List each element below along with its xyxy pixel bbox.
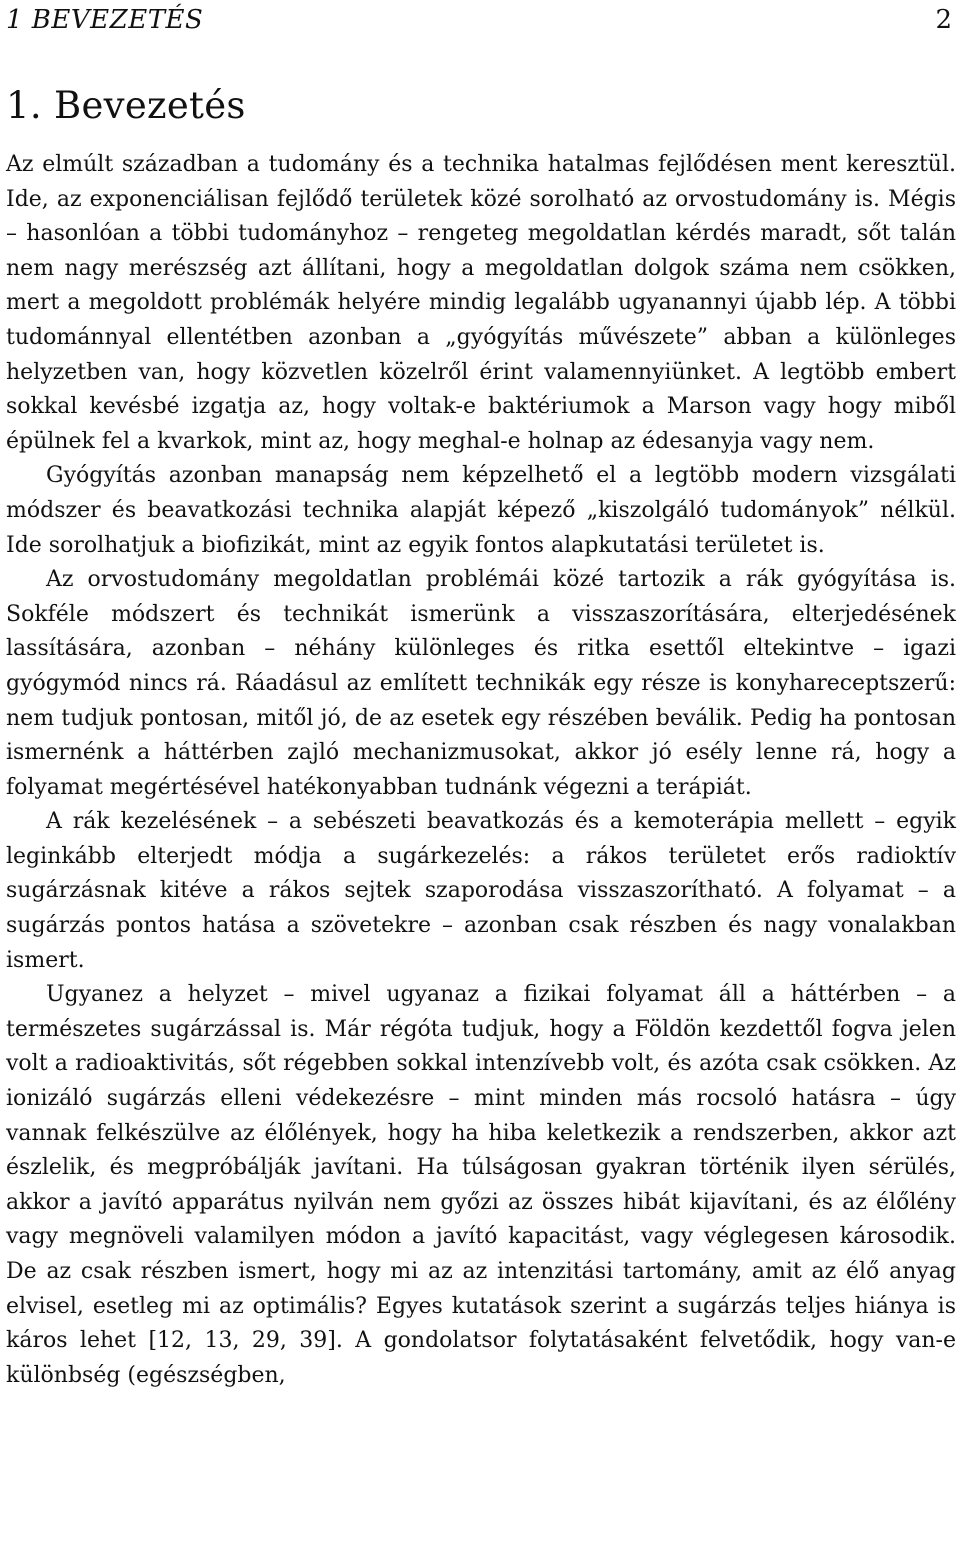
paragraph-5: Ugyanez a helyzet – mivel ugyanaz a fizikai folyamat áll a háttérben – a természetes sugárzással is. Már régóta tudjuk, hogy a Földön kezdettől fogva jelen volt a radioaktivitás, sőt régebben sokkal intenzívebb volt, és azóta csak csökken. Az ionizáló sugárzás elleni védekezésre – mint minden más rocsoló hatásra – úgy vannak felkészülve az élőlények, hogy ha hiba keletkezik a rendszerben, akkor azt észlelik, és megpróbálják javítani. Ha túlságosan gyakran történik ilyen sérülés, akkor a javító apparátus nyilván nem győzi az összes hibát kijavítani, és az élőlény vagy megnöveli valamilyen módon a javító kapacitást, vagy véglegesen károsodik. De az csak részben ismert, hogy mi az az intenzitási tartomány, amit az élő anyag elvisel, esetleg mi az optimális? Egyes kutatások szerint a sugárzás teljes hiánya is káros lehet [12, 13, 29, 39]. A gondolatsor folytatásaként felvetődik, hogy van-e különbség (egészségben,	[6, 982, 956, 1388]
page-number: 2	[935, 5, 952, 35]
paragraph-4: A rák kezelésének – a sebészeti beavatkozás és a kemoterápia mellett – egyik leginkább elterjedt módja a sugárkezelés: a rákos területet erős radioktív sugárzásnak kitéve a rákos sejtek szaporodása visszaszorítható. A folyamat – a sugárzás pontos hatása a szövetekre – azonban csak részben és nagy vonalakban ismert.	[6, 809, 956, 973]
paragraph-1: Az elmúlt században a tudomány és a technika hatalmas fejlődésen ment keresztül. Ide, az exponenciálisan fejlődő területek közé sorolható az orvostudomány is. Mégis – hasonlóan a többi tudományhoz – rengeteg megoldatlan kérdés maradt, sőt talán nem nagy merészség azt állítani, hogy a megoldatlan dolgok száma nem csökken, mert a megoldott problémák helyére mindig legalább ugyanannyi újabb lép. A többi tudománnyal ellentétben azonban a „gyógyítás művészete” abban a különleges helyzetben van, hogy közvetlen közelről érint valamennyiünket. A legtöbb embert sokkal kevésbé izgatja az, hogy voltak-e baktériumok a Marson vagy hogy miből épülnek fel a kvarkok, mint az, hogy meghal-e holnap az édesanyja vagy nem.	[6, 152, 956, 454]
body-text	[6, 148, 956, 1393]
running-header-section: 1 BEVEZETÉS	[6, 5, 204, 35]
running-header	[6, 0, 956, 42]
document-page	[6, 0, 956, 1393]
paragraph-3: Az orvostudomány megoldatlan problémái közé tartozik a rák gyógyítása is. Sokféle módszert és technikát ismerünk a visszaszorítására, elterjedésének lassítására, azonban – néhány különleges és ritka esettől eltekintve – igazi gyógymód nincs rá. Ráadásul az említett technikák egy része is konyhareceptszerű: nem tudjuk pontosan, mitől jó, de az esetek egy részében beválik. Pedig ha pontosan ismernénk a háttérben zajló mechanizmusokat, akkor jó esély lenne rá, hogy a folyamat megértésével hatékonyabban tudnánk végezni a terápiát.	[6, 567, 956, 800]
paragraph-2: Gyógyítás azonban manapság nem képzelhető el a legtöbb modern vizsgálati módszer és beavatkozási technika alapját képező „kiszolgáló tudományok” nélkül. Ide sorolhatjuk a biofizikát, mint az egyik fontos alapkutatási területet is.	[6, 463, 956, 558]
section-title: 1. Bevezetés	[6, 84, 246, 127]
